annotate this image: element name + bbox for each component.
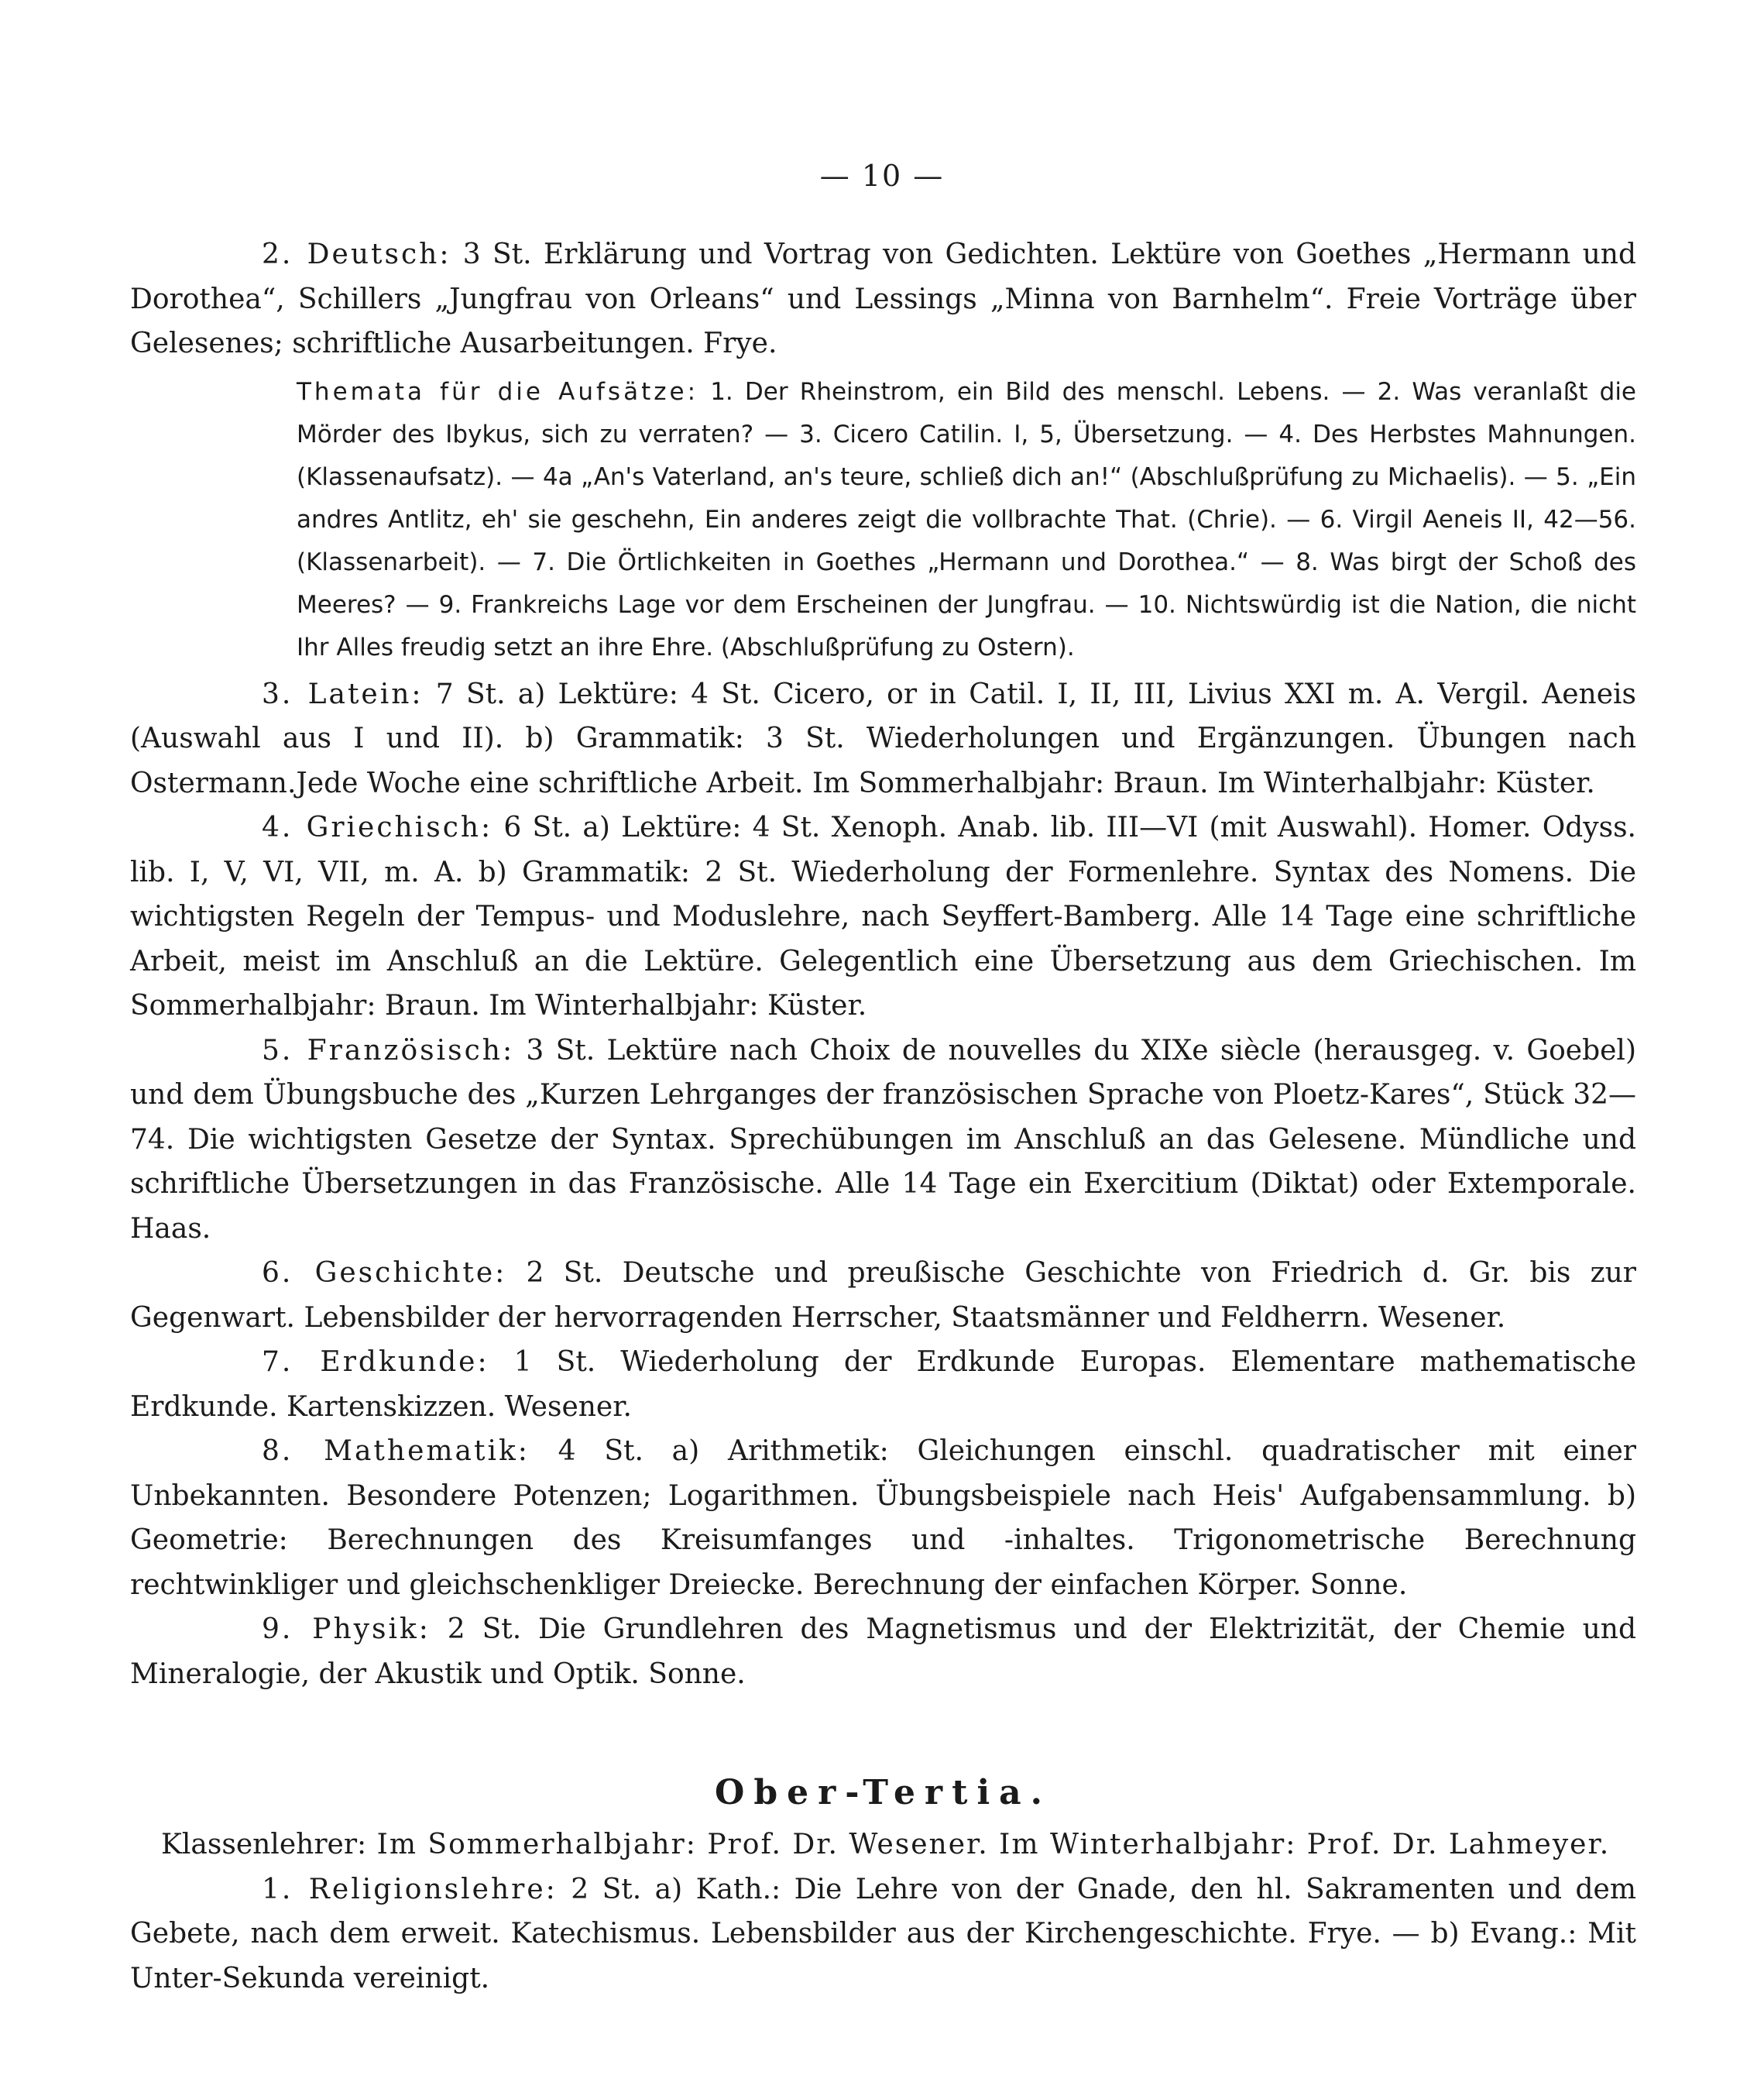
themata-heading: Themata für die Aufsätze: xyxy=(297,377,699,406)
subject-heading: 4. Griechisch: xyxy=(262,812,493,843)
subject-heading: 5. Französisch: xyxy=(262,1034,515,1067)
subject-heading: 1. Religionslehre: xyxy=(262,1873,558,1905)
paragraph-text: 1 St. Wiederholung der Erdkunde Europas. Elementare mathematische Erdkunde. Kartenskizzen. Wesener. xyxy=(130,1346,1637,1423)
paragraph-text: 2 St. Die Grundlehren des Magnetismus und der Elektrizität, der Chemie und Mineralogie, der Akustik und Optik. Sonne. xyxy=(130,1613,1636,1690)
paragraph-text: 3 St. Erklärung und Vortrag von Gedichten. Lektüre von Goethes „Hermann und Dorothea“, Schillers „Jungfrau von Orleans“ und Lessings „Minna von Barnhelm“. Freie Vorträge über Gelesenes; schriftliche Ausarbeitungen. Frye. xyxy=(130,239,1636,359)
subject-heading: 9. Physik: xyxy=(262,1613,431,1645)
section-title: Ober-Tertia. xyxy=(715,1773,1052,1812)
paragraph-text: 4 St. a) Arithmetik: Gleichungen einschl. quadratischer mit einer Unbekannten. Besondere Potenzen; Logarithmen. Übungsbeispiele nach Heis' Aufgabensammlung. b) Geometrie: Berechnungen des Kreisumfanges und -inhaltes. Trigonometrische Berechnung rechtwinkliger und gleichschenkliger Dreiecke. Berechnung der einfachen Körper. Sonne. xyxy=(130,1435,1636,1601)
subject-heading: 2. Deutsch: xyxy=(262,239,451,270)
teacher-label: Klassenlehrer: xyxy=(161,1829,367,1860)
paragraph-mathematik xyxy=(130,1429,1636,1607)
subject-heading: 8. Mathematik: xyxy=(262,1435,530,1467)
paragraph-franzoesisch xyxy=(130,1029,1636,1252)
paragraph-text: 3 St. Lektüre nach Choix de nouvelles du XIXe siècle (herausgeg. v. Goebel) und dem Übungsbuche des „Kurzen Lehrganges der französischen Sprache von Ploetz-Kares“, Stück 32—74. Die wichtigsten Gesetze der Syntax. Sprechübungen im Anschluß an das Gelesene. Mündliche und schriftliche Übersetzungen in das Französische. Alle 14 Tage ein Exercitium (Diktat) oder Extemporale. Haas. xyxy=(130,1034,1636,1245)
page-number: — 10 — xyxy=(819,159,945,193)
subject-heading: 3. Latein: xyxy=(262,678,424,710)
class-teacher-line xyxy=(130,1822,1636,1867)
paragraph-text: 7 St. a) Lektüre: 4 St. Cicero, or in Catil. I, II, III, Livius XXI m. A. Vergil. Aeneis (Auswahl aus I und II). b) Grammatik: 3 St. Wiederholungen und Ergänzungen. Übungen nach Ostermann.Jede Woche eine schriftliche Arbeit. Im Sommerhalbjahr: Braun. Im Winterhalbjahr: Küster. xyxy=(130,678,1636,799)
subject-heading: 7. Erdkunde: xyxy=(262,1346,489,1378)
paragraph-griechisch xyxy=(130,806,1636,1029)
paragraph-physik xyxy=(130,1607,1636,1696)
page-content xyxy=(130,232,1636,2001)
paragraph-erdkunde xyxy=(130,1340,1636,1429)
subject-heading: 6. Geschichte: xyxy=(262,1257,507,1289)
teacher-text: Im Sommerhalbjahr: Prof. Dr. Wesener. Im Winterhalbjahr: Prof. Dr. Lahmeyer. xyxy=(366,1829,1611,1860)
paragraph-religion xyxy=(130,1867,1636,2001)
paragraph-deutsch xyxy=(130,232,1636,366)
themata-text: 1. Der Rheinstrom, ein Bild des menschl. Lebens. — 2. Was veranlaßt die Mörder des Ibykus, sich zu verraten? — 3. Cicero Catilin. I, 5, Übersetzung. — 4. Des Herbstes Mahnungen. (Klassenaufsatz). — 4a „An's Vaterland, an's teure, schließ dich an!“ (Abschlußprüfung zu Michaelis). — 5. „Ein andres Antlitz, eh' sie geschehn, Ein anderes zeigt die vollbrachte That. (Chrie). — 6. Virgil Aeneis II, 42—56. (Klassenarbeit). — 7. Die Örtlichkeiten in Goethes „Hermann und Dorothea.“ — 8. Was birgt der Schoß des Meeres? — 9. Frankreichs Lage vor dem Erscheinen der Jungfrau. — 10. Nichtswürdig ist die Nation, die nicht Ihr Alles freudig setzt an ihre Ehre. (Abschlußprüfung zu Ostern). xyxy=(297,377,1637,661)
themata-block xyxy=(130,371,1636,669)
paragraph-geschichte xyxy=(130,1251,1636,1340)
paragraph-latein xyxy=(130,672,1636,806)
paragraph-text: 2 St. a) Kath.: Die Lehre von der Gnade, den hl. Sakramenten und dem Gebete, nach dem erweit. Katechismus. Lebensbilder aus der Kirchengeschichte. Frye. — b) Evang.: Mit Unter-Sekunda vereinigt. xyxy=(130,1873,1636,1994)
paragraph-text: 2 St. Deutsche und preußische Geschichte von Friedrich d. Gr. bis zur Gegenwart. Lebensbilder der hervorragenden Herrscher, Staatsmänner und Feldherrn. Wesener. xyxy=(130,1257,1637,1334)
paragraph-text: 6 St. a) Lektüre: 4 St. Xenoph. Anab. lib. III—VI (mit Auswahl). Homer. Odyss. lib. I, V, VI, VII, m. A. b) Grammatik: 2 St. Wiederholung der Formenlehre. Syntax des Nomens. Die wichtigsten Regeln der Tempus- und Moduslehre, nach Seyffert-Bamberg. Alle 14 Tage eine schriftliche Arbeit, meist im Anschluß an die Lektüre. Gelegentlich eine Übersetzung aus dem Griechischen. Im Sommerhalbjahr: Braun. Im Winterhalbjahr: Küster. xyxy=(130,812,1636,1022)
